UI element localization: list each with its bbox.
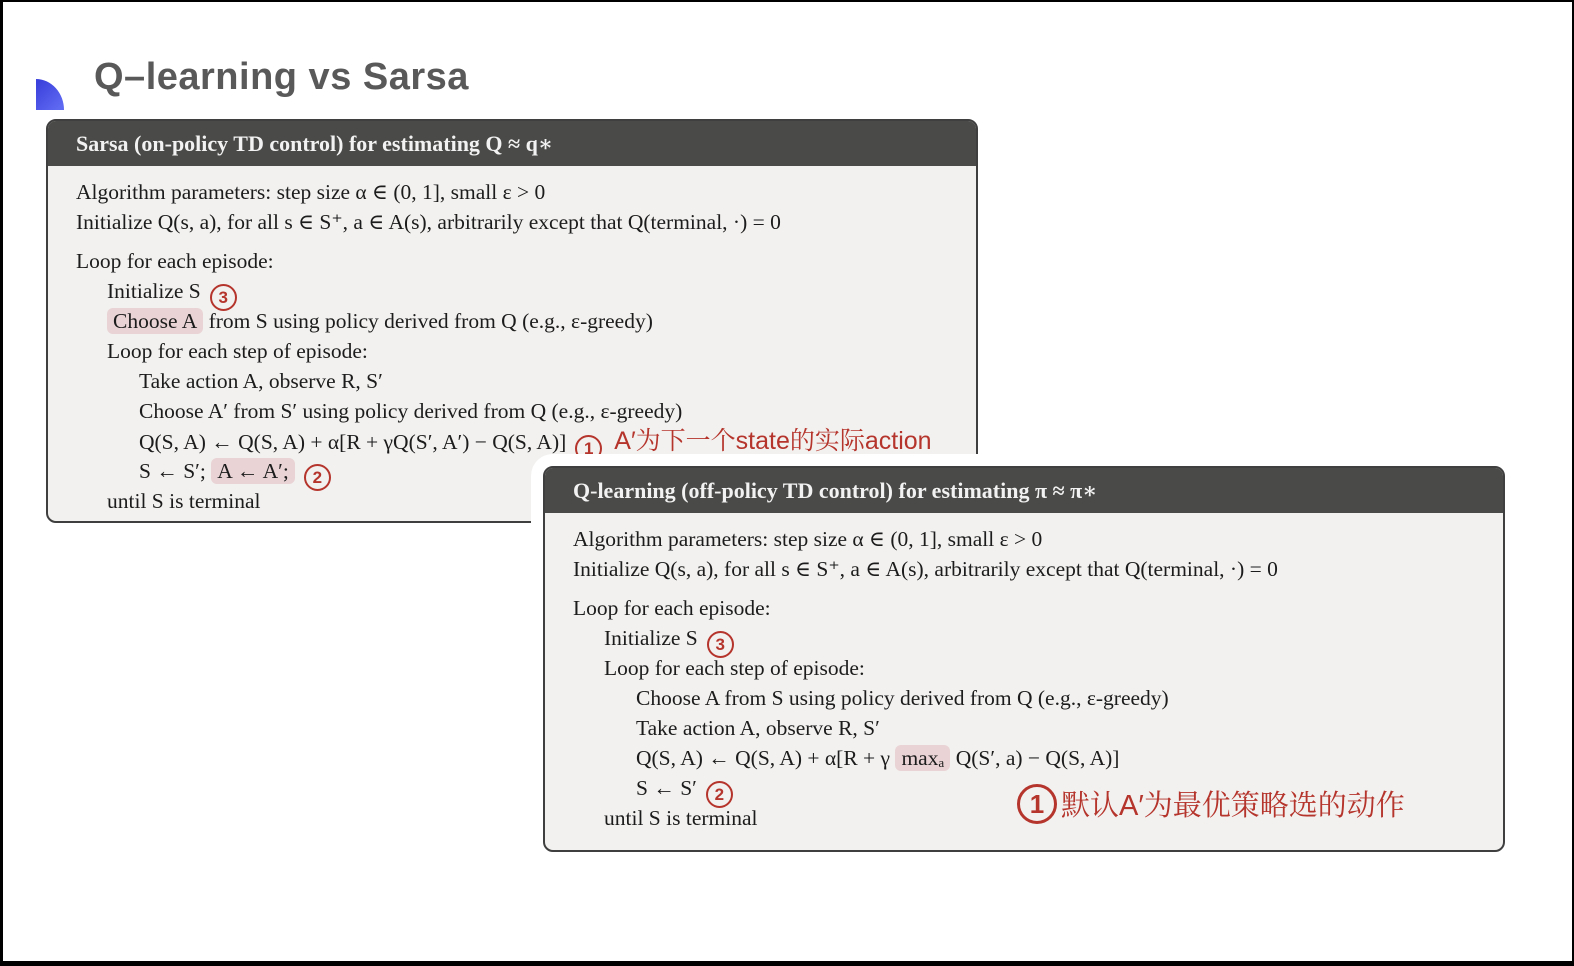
qlearning-line-loop-step: Loop for each step of episode: — [604, 656, 865, 680]
qlearning-annotation-text: 默认A′为最优策略选的动作 — [1061, 790, 1405, 822]
sarsa-line-loop-episode: Loop for each episode: — [76, 249, 274, 273]
qlearning-q-update-pre: Q(S, A) ← Q(S, A) + α[R + γ — [636, 746, 896, 770]
sarsa-assign-highlight: A ← A′; — [211, 458, 295, 484]
circled-number-3-icon: 3 — [210, 284, 237, 311]
sarsa-line-q-update — [76, 426, 948, 456]
circled-number-2-icon: 2 — [706, 781, 733, 808]
qlearning-line-choose-a: Choose A from S using policy derived from Q (e.g., ε-greedy) — [636, 686, 1169, 710]
qlearning-max-highlight: maxₐ — [895, 745, 950, 771]
qlearning-line-parameters: Algorithm parameters: step size α ∈ (0, 1], small ε > 0 — [573, 527, 1043, 551]
sarsa-line-loop-step: Loop for each step of episode: — [107, 339, 368, 363]
sarsa-box-body — [48, 166, 976, 516]
sarsa-initialize-s-text: Initialize S — [107, 279, 201, 303]
sarsa-box-header — [48, 121, 976, 166]
qlearning-annotation-optimal-policy — [1017, 783, 1405, 824]
circled-number-3-icon: 3 — [707, 631, 734, 658]
qlearning-line-initialize-q: Initialize Q(s, a), for all s ∈ S⁺, a ∈ A(s), arbitrarily except that Q(terminal, ·) = 0 — [573, 557, 1278, 581]
qlearning-line-q-update — [573, 743, 1475, 773]
sarsa-algorithm-box — [46, 119, 978, 523]
sarsa-assign-pre: S ← S′; — [139, 459, 212, 483]
qlearning-line-loop-episode: Loop for each episode: — [573, 596, 771, 620]
sarsa-line-choose-a-prime: Choose A′ from S′ using policy derived from Q (e.g., ε-greedy) — [139, 399, 683, 423]
qlearning-algorithm-box — [543, 466, 1505, 852]
sarsa-line-choose-a — [76, 306, 948, 336]
page-title: Q–learning vs Sarsa — [94, 56, 469, 98]
qlearning-assign-pre: S ← S′ — [636, 776, 697, 800]
circled-number-1-icon: 1 — [1017, 784, 1057, 824]
qlearning-box-title: Q-learning (off-policy TD control) for estimating π ≈ π∗ — [573, 477, 1098, 503]
sarsa-line-take-action: Take action A, observe R, S′ — [139, 369, 383, 393]
sarsa-line-parameters: Algorithm parameters: step size α ∈ (0, 1], small ε > 0 — [76, 180, 546, 204]
qlearning-q-update-post: Q(S′, a) − Q(S, A)] — [950, 746, 1120, 770]
qlearning-initialize-s-text: Initialize S — [604, 626, 698, 650]
sarsa-line-initialize-s — [76, 276, 948, 306]
qlearning-box-header — [545, 468, 1503, 513]
sarsa-choose-a-highlight: Choose A — [107, 308, 203, 334]
qlearning-line-take-action: Take action A, observe R, S′ — [636, 716, 880, 740]
sarsa-box-title: Sarsa (on-policy TD control) for estimating Q ≈ q∗ — [76, 130, 554, 156]
qlearning-line-initialize-s — [573, 623, 1475, 653]
sarsa-q-update-formula: Q(S, A) ← Q(S, A) + α[R + γQ(S′, A′) − Q(S, A)] — [139, 430, 567, 454]
qlearning-line-until: until S is terminal — [604, 806, 758, 830]
circled-number-2-icon: 2 — [304, 464, 331, 491]
sarsa-choose-a-rest: from S using policy derived from Q (e.g., ε-greedy) — [203, 309, 653, 333]
accent-quarter-circle-icon — [36, 79, 64, 110]
sarsa-line-initialize-q: Initialize Q(s, a), for all s ∈ S⁺, a ∈ A(s), arbitrarily except that Q(terminal, ·) = 0 — [76, 210, 781, 234]
sarsa-line-until: until S is terminal — [107, 489, 261, 513]
circled-number-1-icon: 1 — [575, 435, 602, 462]
sarsa-annotation-next-state-action: A′为下一个state的实际action — [614, 427, 932, 455]
